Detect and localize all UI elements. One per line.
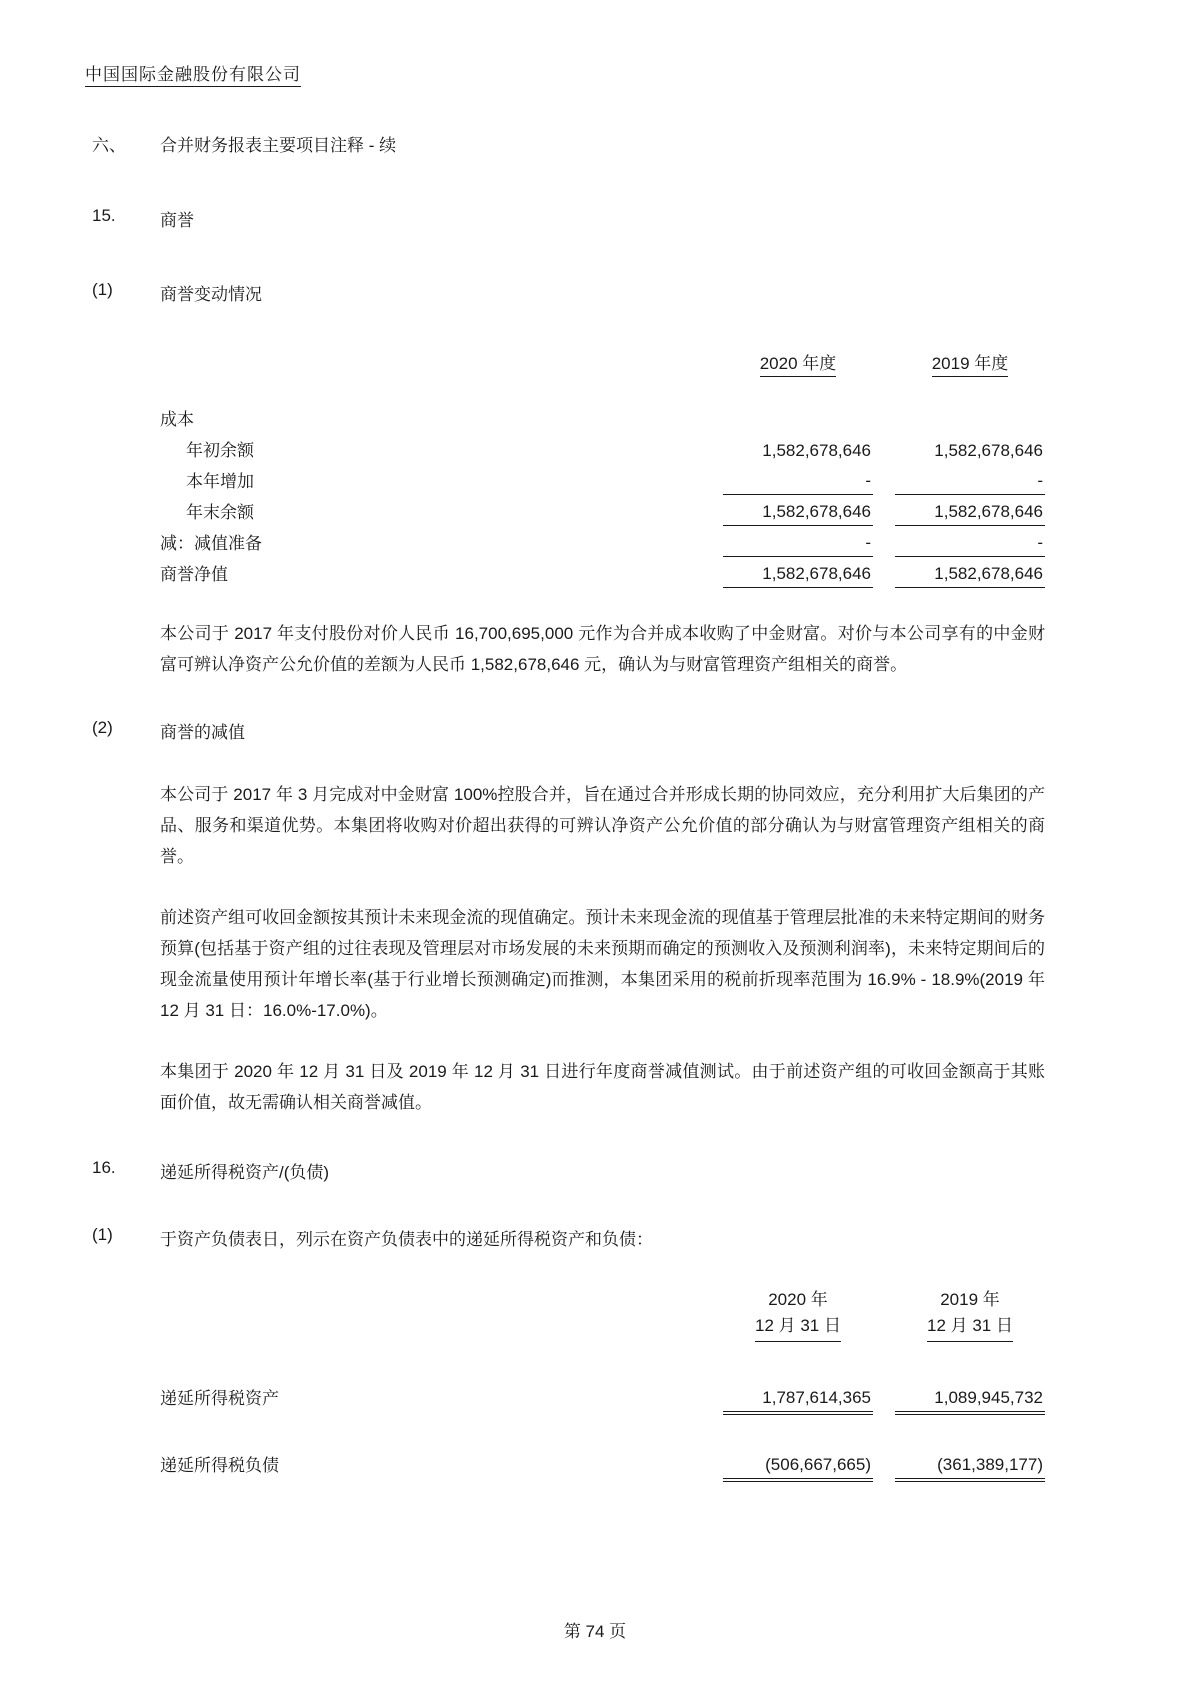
note15-sub2-heading xyxy=(92,718,1045,743)
value-2020: 1,582,678,646 xyxy=(762,441,871,460)
row-label: 成本 xyxy=(160,410,194,429)
row-label: 本年增加 xyxy=(186,472,254,491)
row-label: 年末余额 xyxy=(186,503,254,522)
company-name-header xyxy=(85,0,1190,85)
value-2019: 1,582,678,646 xyxy=(934,441,1043,460)
value-2019: (361,389,177) xyxy=(895,1452,1045,1479)
row-label: 年初余额 xyxy=(186,441,254,460)
value-2019: - xyxy=(895,468,1045,495)
value-2019 xyxy=(895,427,1045,433)
value-2020: - xyxy=(723,468,873,495)
note15-heading xyxy=(92,206,1045,231)
note16-sub1-heading xyxy=(92,1225,1045,1250)
table-row-closing-balance xyxy=(160,495,1045,526)
value-2020: 1,582,678,646 xyxy=(723,561,873,588)
table-header-row xyxy=(160,1284,1045,1345)
table-header-row xyxy=(160,346,1045,380)
company-name-text: 中国国际金融股份有限公司 xyxy=(85,65,301,87)
note15-sub1-paragraph: 本公司于 2017 年支付股份对价人民币 16,700,695,000 元作为合并成本收购了中金财富。对价与本公司享有的中金财富可辨认净资产公允价值的差额为人民币 1,582,678,646 元，确认为与财富管理资产组相关的商誉。 xyxy=(160,624,1045,674)
value-2019: - xyxy=(895,530,1045,557)
note15-number: 15. xyxy=(92,206,116,225)
note16-number: 16. xyxy=(92,1158,116,1177)
note16-sub1-number: (1) xyxy=(92,1225,113,1244)
note15-sub2-paragraph3: 本集团于 2020 年 12 月 31 日及 2019 年 12 月 31 日进行年度商誉减值测试。由于前述资产组的可收回金额高于其账面价值，故无需确认相关商誉减值。 xyxy=(160,1062,1045,1112)
note15-title: 商誉 xyxy=(160,211,194,230)
note16-sub1-title: 于资产负债表日，列示在资产负债表中的递延所得税资产和负债： xyxy=(160,1230,653,1249)
note15-sub2-title: 商誉的减值 xyxy=(160,723,245,742)
column-header-2020-date: 12 月 31 日 xyxy=(755,1313,841,1342)
page-number: 第 74 页 xyxy=(563,1622,627,1641)
table-row-goodwill-net xyxy=(160,557,1045,588)
goodwill-movement-table xyxy=(160,346,1045,588)
value-2020: (506,667,665) xyxy=(723,1452,873,1479)
table-row-deferred-tax-liabilities xyxy=(160,1448,1045,1479)
row-label: 递延所得税负债 xyxy=(160,1456,279,1475)
column-header-2020-year: 2020 年 xyxy=(768,1290,828,1309)
value-2020: 1,787,614,365 xyxy=(723,1385,873,1412)
section-six-heading xyxy=(92,131,1045,156)
note15-sub2-paragraph1: 本公司于 2017 年 3 月完成对中金财富 100%控股合并，旨在通过合并形成长期的协同效应，充分利用扩大后集团的产品、服务和渠道优势。本集团将收购对价超出获得的可辨认净资产公允价值的部分确认为与财富管理资产组相关的商誉。 xyxy=(160,785,1045,866)
note15-sub2-number: (2) xyxy=(92,718,113,737)
section-title: 合并财务报表主要项目注释 - 续 xyxy=(160,136,397,155)
table-row-impairment-provision xyxy=(160,526,1045,557)
table-row-additions xyxy=(160,464,1045,495)
column-header-2020 xyxy=(723,1284,873,1345)
note15-sub1-title: 商誉变动情况 xyxy=(160,285,262,304)
row-label: 递延所得税资产 xyxy=(160,1389,279,1408)
row-label: 商誉净值 xyxy=(160,565,228,584)
column-header-2019 xyxy=(895,1284,1045,1345)
note15-sub1-heading xyxy=(92,280,1045,305)
note16-title: 递延所得税资产/(负债) xyxy=(160,1163,330,1182)
table-row-cost xyxy=(160,402,1045,433)
column-header-2019-date: 12 月 31 日 xyxy=(927,1313,1013,1342)
note15-sub1-number: (1) xyxy=(92,280,113,299)
column-header-2019-year: 2019 年 xyxy=(940,1290,1000,1309)
value-2020: - xyxy=(723,530,873,557)
deferred-tax-table xyxy=(160,1284,1045,1479)
value-2019: 1,582,678,646 xyxy=(895,499,1045,526)
value-2020: 1,582,678,646 xyxy=(723,499,873,526)
value-2019: 1,089,945,732 xyxy=(895,1385,1045,1412)
column-header-2019: 2019 年度 xyxy=(932,349,1009,377)
note16-heading xyxy=(92,1158,1045,1183)
table-row-deferred-tax-assets xyxy=(160,1381,1045,1412)
section-number: 六、 xyxy=(92,136,126,155)
value-2019: 1,582,678,646 xyxy=(895,561,1045,588)
row-label: 减：减值准备 xyxy=(160,534,262,553)
column-header-2020: 2020 年度 xyxy=(760,349,837,377)
value-2020 xyxy=(723,427,873,433)
note15-sub2-paragraph2: 前述资产组可收回金额按其预计未来现金流的现值确定。预计未来现金流的现值基于管理层批准的未来特定期间的财务预算(包括基于资产组的过往表现及管理层对市场发展的未来预期而确定的预测收入及预测利润率)，未来特定期间后的现金流量使用预计年增长率(基于行业增长预测确定)而推测，本集团采用的税前折现率范围为 16.9% - 18.9%(2019 年 12 月 31 日：16.0%-17.0%)。 xyxy=(160,908,1045,1020)
table-row-opening-balance xyxy=(160,433,1045,464)
